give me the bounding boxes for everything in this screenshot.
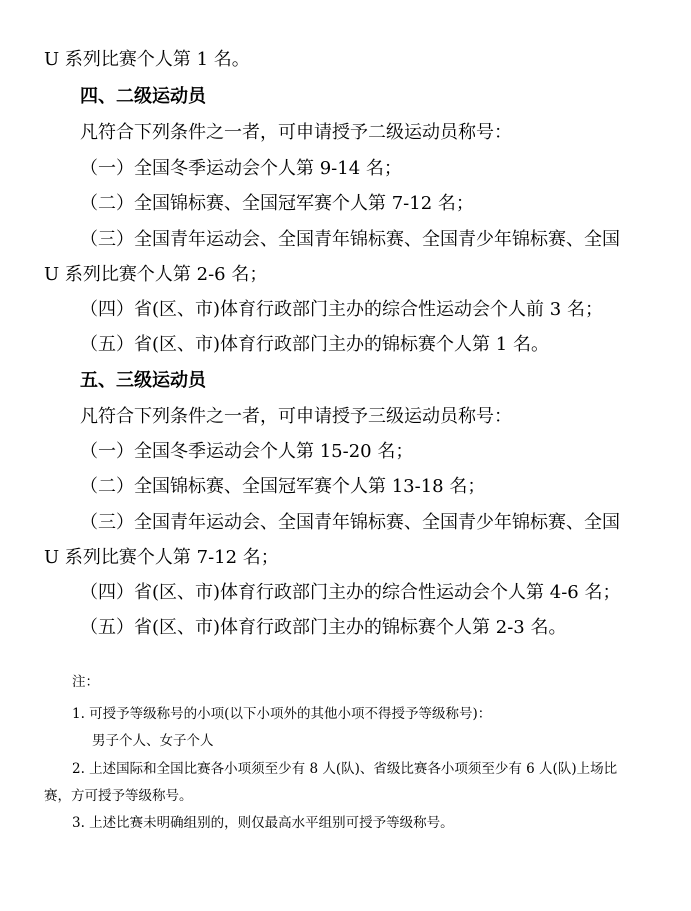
list-item: （五）省(区、市)体育行政部门主办的锦标赛个人第 1 名。 bbox=[80, 334, 549, 355]
section-heading-level3: 五、三级运动员 bbox=[80, 370, 206, 391]
section-heading-level2: 四、二级运动员 bbox=[80, 86, 206, 107]
body-line: U 系列比赛个人第 1 名。 bbox=[44, 49, 250, 70]
list-item: （五）省(区、市)体育行政部门主办的锦标赛个人第 2-3 名。 bbox=[80, 617, 567, 638]
note-line: 男子个人、女子个人 bbox=[92, 733, 214, 749]
body-line: 凡符合下列条件之一者，可申请授予三级运动员称号： bbox=[80, 406, 512, 427]
list-item: （一）全国冬季运动会个人第 15-20 名； bbox=[80, 441, 414, 462]
list-item: （三）全国青年运动会、全国青年锦标赛、全国青少年锦标赛、全国 bbox=[80, 229, 620, 250]
list-item-continuation: U 系列比赛个人第 7-12 名； bbox=[44, 547, 279, 568]
list-item: （二）全国锦标赛、全国冠军赛个人第 7-12 名； bbox=[80, 193, 474, 214]
note-line: 3. 上述比赛未明确组别的，则仅最高水平组别可授予等级称号。 bbox=[72, 815, 454, 831]
notes-title: 注： bbox=[72, 674, 99, 690]
list-item: （二）全国锦标赛、全国冠军赛个人第 13-18 名； bbox=[80, 476, 486, 497]
list-item-continuation: U 系列比赛个人第 2-6 名； bbox=[44, 264, 268, 285]
note-line: 1. 可授予等级称号的小项(以下小项外的其他小项不得授予等级称号)： bbox=[72, 706, 492, 722]
note-line: 2. 上述国际和全国比赛各小项须至少有 8 人(队)、省级比赛各小项须至少有 6 人(队)上场比 bbox=[72, 761, 618, 777]
note-line: 赛，方可授予等级称号。 bbox=[44, 788, 193, 804]
list-item: （四）省(区、市)体育行政部门主办的综合性运动会个人第 4-6 名； bbox=[80, 582, 621, 603]
list-item: （一）全国冬季运动会个人第 9-14 名； bbox=[80, 158, 402, 179]
list-item: （三）全国青年运动会、全国青年锦标赛、全国青少年锦标赛、全国 bbox=[80, 512, 620, 533]
list-item: （四）省(区、市)体育行政部门主办的综合性运动会个人前 3 名； bbox=[80, 299, 603, 320]
body-line: 凡符合下列条件之一者，可申请授予二级运动员称号： bbox=[80, 122, 512, 143]
